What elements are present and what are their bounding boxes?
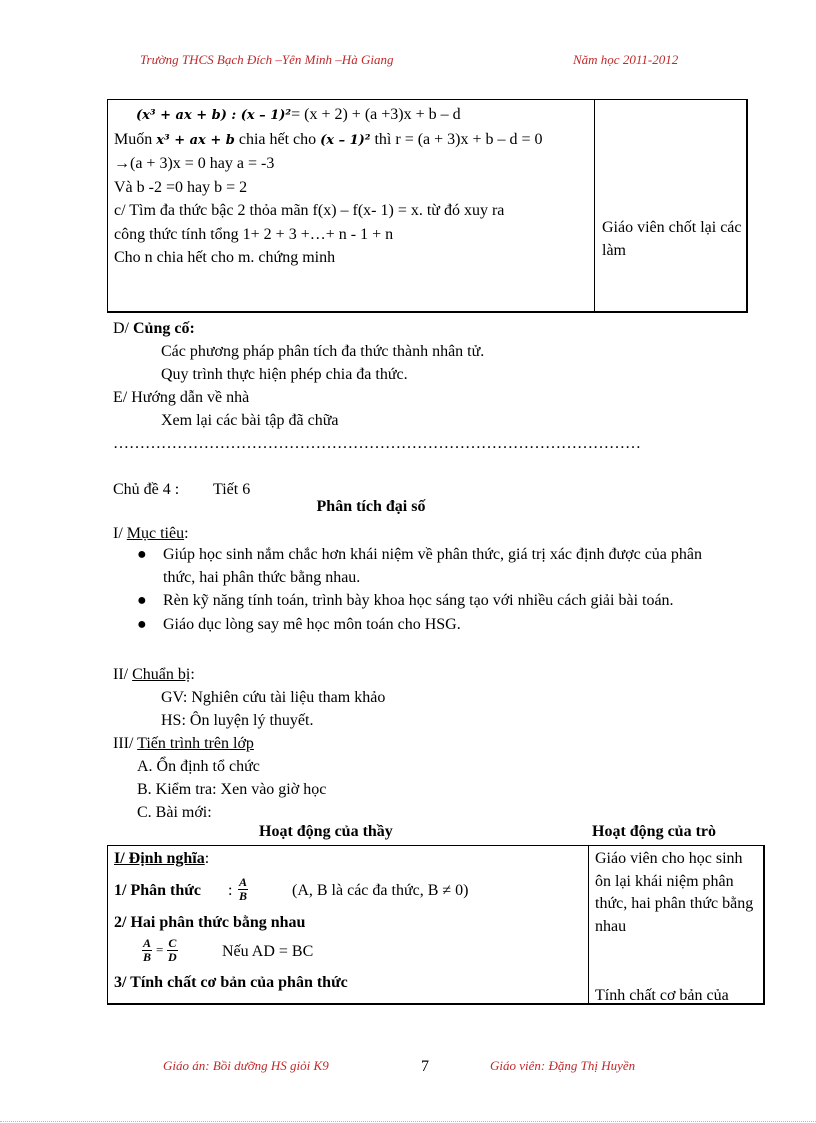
list-item [113,590,733,613]
footer-teacher: Giáo viên: Đặng Thị Huyền [490,1058,636,1073]
condition-prefix: Muốn [114,130,157,148]
prep-heading [113,663,195,686]
polynomial-expression: x³ + ax + b [156,132,235,148]
division-expression: (x³ + ax + b) : (x – 1)² [136,108,292,123]
teacher-note: Giáo viên chốt lại các làm [602,219,742,259]
fraction-denominator: B [239,889,248,903]
consolidate-item-1: Các phương pháp phân tích đa thức thành nhân tử. [161,343,485,360]
objectives-heading [113,522,189,545]
division-result: = (x + 2) + (a +3)x + b – d [291,106,461,123]
definition-2-label [114,912,584,934]
activity-table [107,845,765,1005]
topic-period: Tiết 6 [213,481,251,498]
equals-sign: = [156,942,164,957]
problem-c-line3: Cho n chia hết cho m. chứng minh [114,249,336,266]
objectives-prefix: I/ [113,525,127,542]
column-header-student: Hoạt động của trò [592,823,716,840]
fraction-numerator: A [239,875,248,889]
definition-2-row [114,934,584,972]
objectives-label: Mục tiêu [126,525,185,542]
process-label: Tiến trình trên lớp [137,735,254,752]
list-item [113,544,733,589]
definition-colon: : [204,850,210,867]
fraction-denominator: B [143,950,152,964]
lesson-title-text: Phân tích đại số [316,498,426,515]
fraction-a-over-b [238,876,248,903]
lesson-title [0,498,816,516]
student-activity-2: Tính chất cơ bản của [595,987,729,1004]
fraction-a-over-b [142,937,152,964]
column-header-teacher: Hoạt động của thầy [259,823,393,840]
definition-label: I/ Định nghĩa [114,850,205,867]
divisor-expression: (x – 1)² [320,132,371,148]
homework-item-1: Xem lại các bài tập đã chữa [161,412,339,429]
list-item [113,614,733,637]
solution-line-a: →(a + 3)x = 0 hay a = -3 [114,155,275,172]
objectives-list [113,544,733,637]
definition-2-text: 2/ Hai phân thức bằng nhau [114,914,306,931]
fraction-c-over-d [167,937,178,964]
definition-1-label: 1/ Phân thức [114,882,201,899]
fraction-denominator: D [168,950,177,964]
solution-cell [114,103,592,270]
condition-mid: chia hết cho [234,130,321,148]
header-school: Trường THCS Bạch Đích –Yên Minh –Hà Giang [140,52,394,67]
fraction-numerator: C [168,936,177,950]
solution-table [107,99,748,313]
homework-heading: E/ Hướng dẫn về nhà [113,389,250,406]
footer-course: Giáo án: Bồi dưỡng HS giỏi K9 [163,1058,329,1073]
prep-suffix: : [190,666,195,683]
prep-prefix: II/ [113,666,133,683]
objective-text: Giáo dục lòng say mê học môn toán cho HSG. [163,615,461,633]
table-divider [594,100,595,311]
objective-text: Giúp học sinh nắm chắc hơn khái niệm về phân thức, giá trị xác định được của phân thức, hai phân thức bằng nhau. [163,546,702,586]
definition-3-label [114,972,584,994]
bullet-icon: ● [137,592,147,609]
definition-1-colon: : [228,882,233,899]
header-year: Năm học 2011-2012 [573,52,679,67]
process-step-b: B. Kiểm tra: Xen vào giờ học [137,781,327,798]
student-cell [595,848,760,1004]
condition-result: thì r = (a + 3)x + b – d = 0 [370,130,543,148]
objective-text: Rèn kỹ năng tính toán, trình bày khoa học sáng tạo với nhiều cách giải bài toán. [163,592,674,609]
consolidate-prefix: D/ [113,320,133,337]
bullet-icon: ● [137,615,147,633]
teacher-cell [114,848,584,994]
process-step-a: A. Ổn định tổ chức [137,758,260,775]
topic-label: Chủ đề 4 : [113,481,180,498]
definition-1-row [114,873,584,909]
fraction-numerator: A [143,936,152,950]
problem-c-line1: c/ Tìm đa thức bậc 2 thỏa mãn f(x) – f(x- 1) = x. từ đó xuy ra [114,202,505,219]
prep-hs: HS: Ôn luyện lý thuyết. [161,712,314,729]
consolidate-item-2: Quy trình thực hiện phép chia đa thức. [161,366,408,383]
student-activity-1: Giáo viên cho học sinh ôn lại khái niệm phân thức, hai phân thức bằng nhau [595,850,754,935]
page-number: 7 [421,1058,429,1075]
solution-line-b: Và b -2 =0 hay b = 2 [114,178,248,196]
process-heading [113,732,254,755]
definition-heading [114,848,584,870]
definition-2-note: Nếu AD = BC [222,943,314,960]
objectives-suffix: : [184,525,189,542]
bullet-icon: ● [137,546,147,563]
consolidate-label: Củng cố: [133,320,195,337]
consolidate-heading [113,317,195,340]
definition-1-note: (A, B là các đa thức, B ≠ 0) [292,882,469,899]
definition-3-text: 3/ Tính chất cơ bản của phân thức [114,974,348,991]
process-step-c: C. Bài mới: [137,804,212,821]
prep-gv: GV: Nghiên cứu tài liệu tham khảo [161,689,386,706]
process-prefix: III/ [113,735,138,752]
problem-c-line2: công thức tính tổng 1+ 2 + 3 +…+ n - 1 + n [114,225,394,243]
table-divider [588,846,589,1003]
page-bottom-border [0,1121,816,1122]
prep-label: Chuẩn bị [132,666,191,683]
dotted-separator: ……………………………………………………………………………………… [113,435,641,452]
